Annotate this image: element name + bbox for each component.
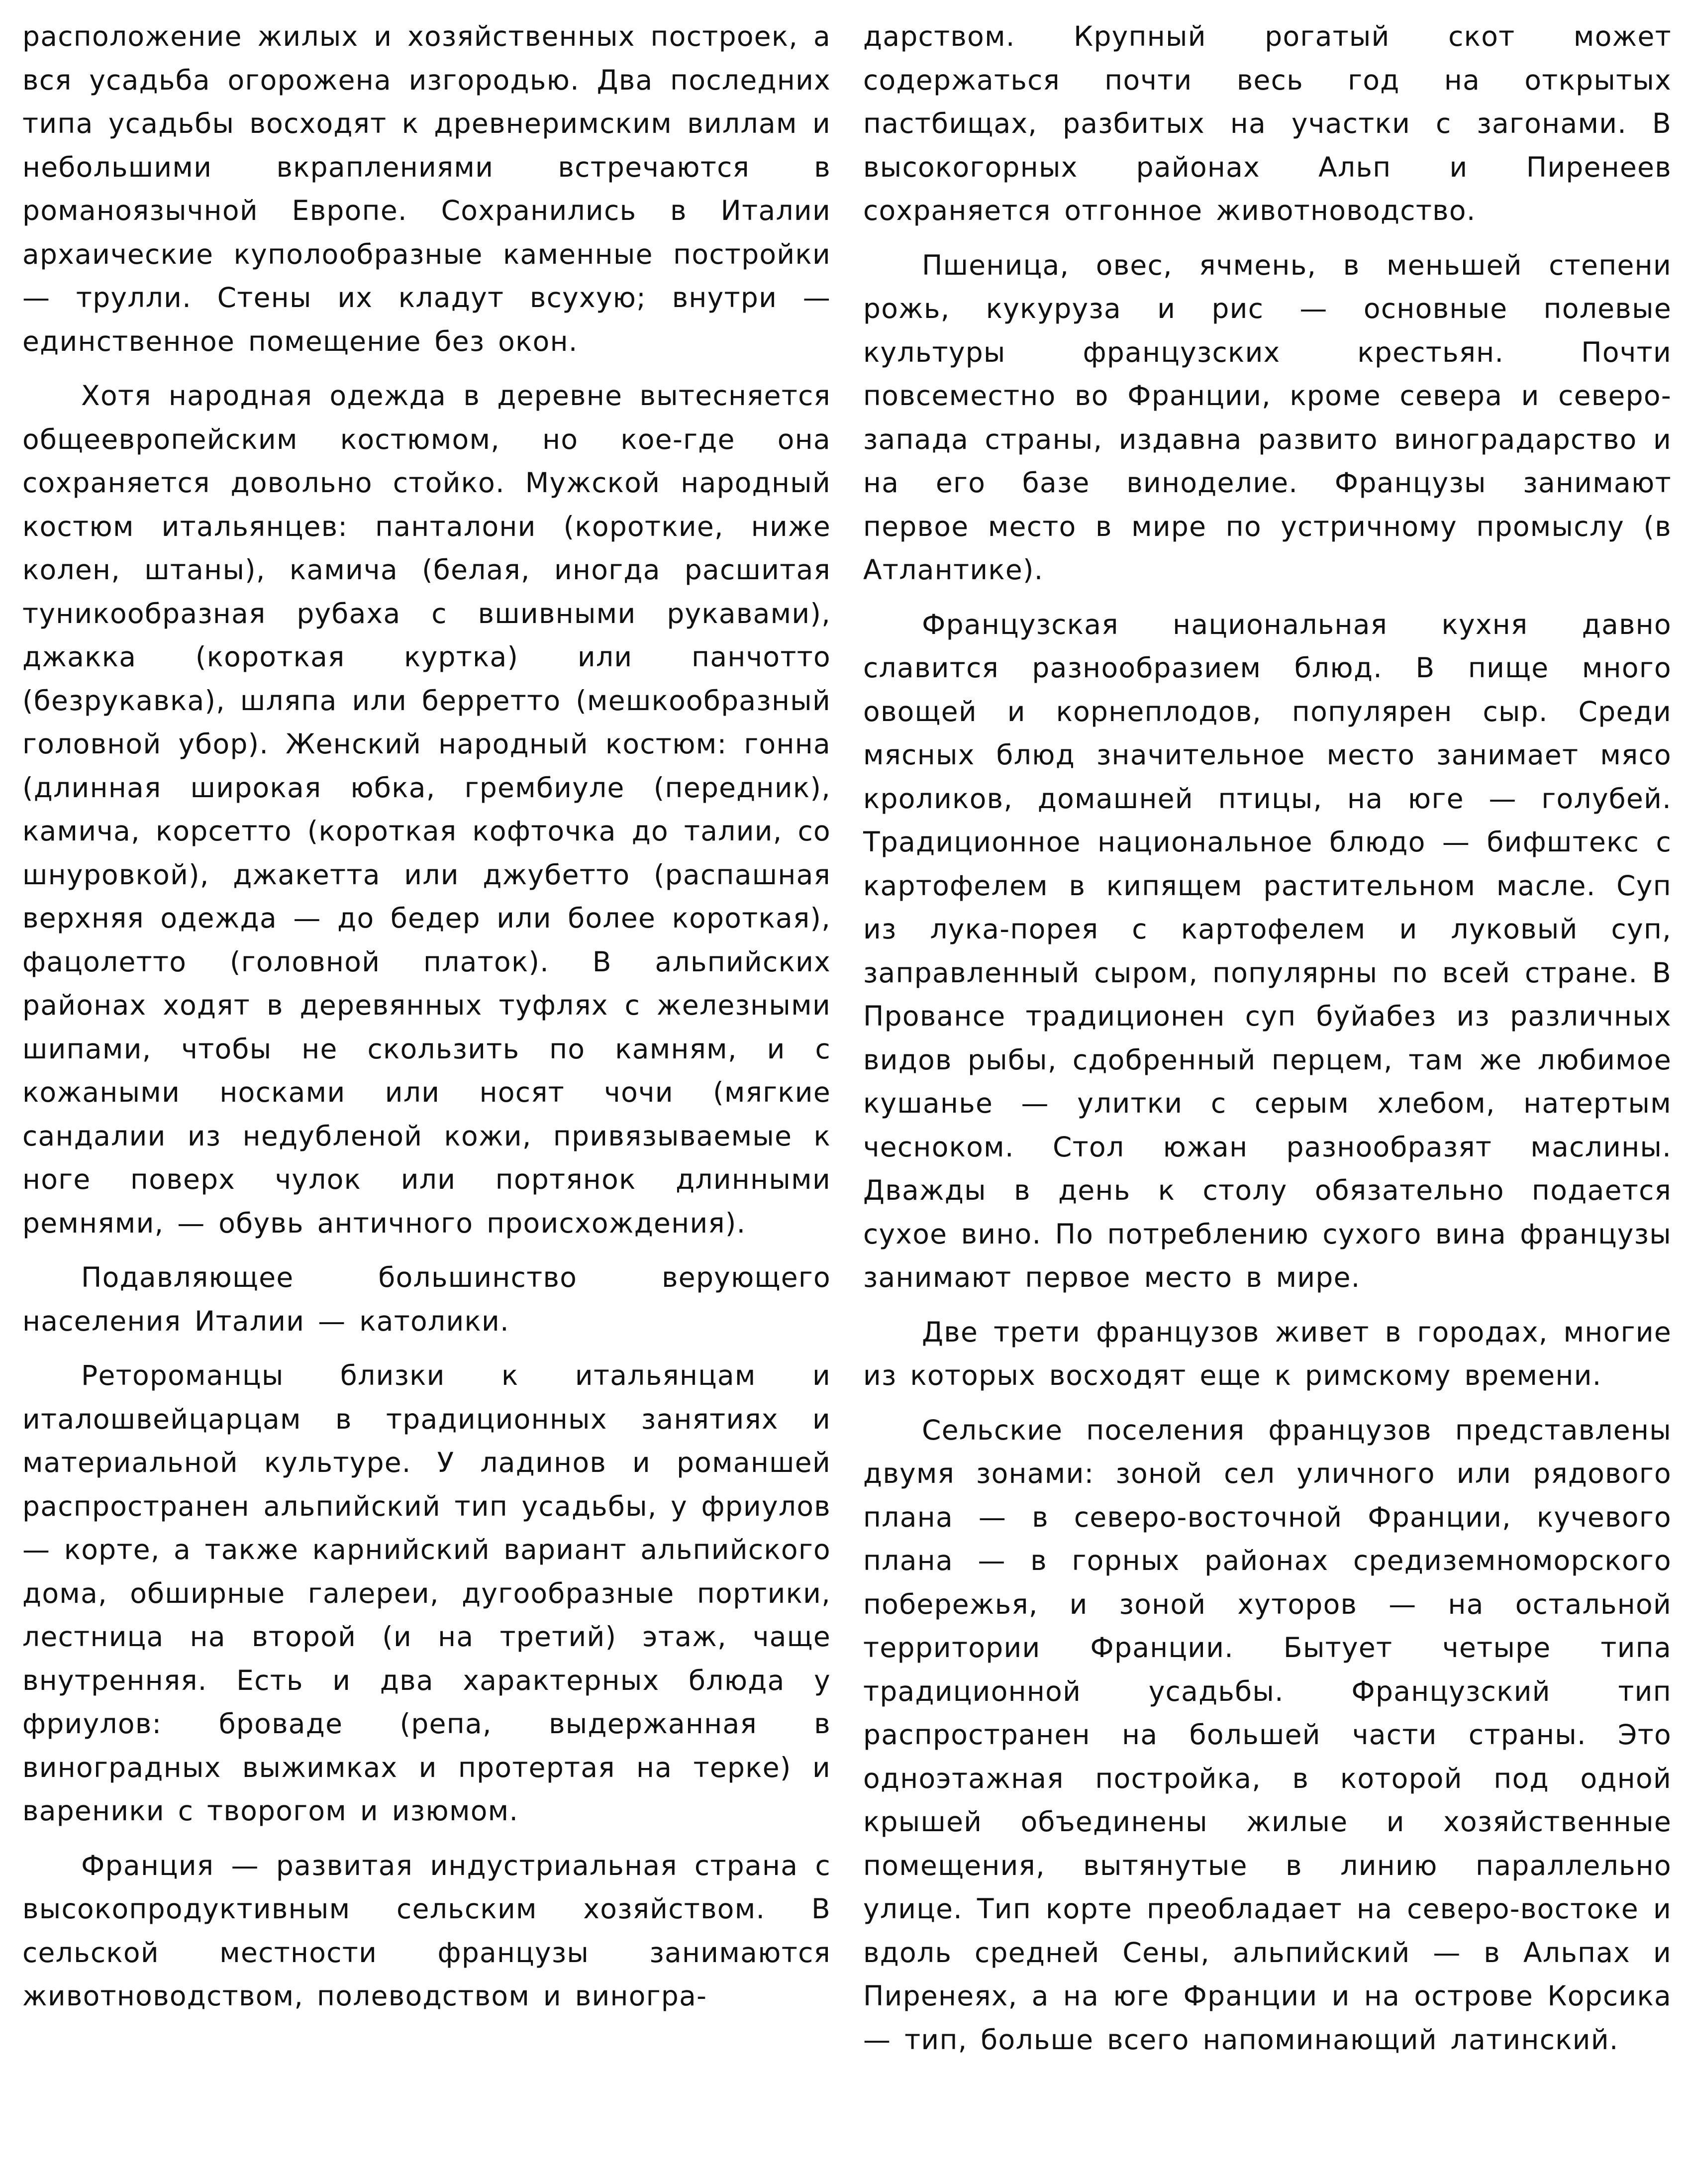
paragraph-italian-costume: Хотя народная одежда в деревне вытесняется общеевропейским костюмом, но кое-где она сохраняется довольно стойко. Мужской народный костюм итальянцев: панталони (короткие, ниже колен, штаны), камича (белая, иногда расшитая туникообразная рубаха с вшивными рукавами), джакка (короткая куртка) или панчотто (безрукавка), шляпа или берретто (мешкообразный головной убор). Женский народный костюм: гонна (длинная широкая юбка, грембиуле (передник), камича, корсетто (короткая кофточка до талии, со шнуровкой), джакетта или джубетто (распашная верхняя одежда — до бедер или более короткая), фацолетто (головной платок). В альпийских районах ходят в деревянных туфлях с железными шипами, чтобы не скользить по камням, и с кожаными носками или носят чочи (мягкие сандалии из недубленой кожи, привязываемые к ноге поверх чулок или портянок длинными ремнями, — обувь античного происхождения). [22,380,831,1239]
paragraph-italian-religion: Подавляющее большинство верующего населения Италии — католики. [22,1261,831,1337]
right-column [863,15,1672,2172]
paragraph-urban-population: Две трети французов живет в городах, многие из которых восходят еще к римскому времени. [863,1316,1672,1391]
paragraph-livestock: дарством. Крупный рогатый скот может содержаться почти весь год на открытых пастбищах, разбитых на участки с загонами. В высокогорных районах Альп и Пиренеев сохраняется отгонное животноводство. [863,20,1672,226]
paragraph-rural-settlements: Сельские поселения французов представлены двумя зонами: зоной сел уличного или рядового плана — в северо-восточной Франции, кучевого плана — в горных районах средиземноморского побережья, и зоной хуторов — на остальной территории Франции. Бытует четыре типа традиционной усадьбы. Французский тип распространен на большей части страны. Это одноэтажная постройка, в которой под одной крышей объединены жилые и хозяйственные помещения, вытянутые в линию параллельно улице. Тип корте преобладает на северо-востоке и вдоль средней Сены, альпийский — в Альпах и Пиренеях, а на юге Франции и на острове Корсика — тип, больше всего напоминающий латинский. [863,1414,1672,2056]
paragraph-retoromans: Ретороманцы близки к итальянцам и италошвейцарцам в традиционных занятиях и материальной культуре. У ладинов и романшей распространен альпийский тип усадьбы, у фриулов — корте, а также карнийский вариант альпийского дома, обширные галереи, дугообразные портики, лестница на второй (и на третий) этаж, чаще внутренняя. Есть и два характерных блюда у фриулов: броваде (репа, выдержанная в виноградных выжимках и протертая на терке) и вареники с творогом и изюмом. [22,1359,831,1827]
paragraph-house-types: расположение жилых и хозяйственных построек, а вся усадьба огорожена изгородью. Два последних типа усадьбы восходят к древнеримским виллам и небольшими вкраплениями встречаются в романоязычной Европе. Сохранились в Италии архаические куполообразные каменные постройки — трулли. Стены их кладут всухую; внутри — единственное помещение без окон. [22,20,831,357]
paragraph-field-crops: Пшеница, овес, ячмень, в меньшей степени рожь, кукуруза и рис — основные полевые культуры французских крестьян. Почти повсеместно во Франции, кроме севера и северо-запада страны, издавна развито виноградарство и на его базе виноделие. Французы занимают первое место в мире по устричному промыслу (в Атлантике). [863,249,1672,586]
paragraph-french-cuisine: Французская национальная кухня давно славится разнообразием блюд. В пище много овощей и корнеплодов, популярен сыр. Среди мясных блюд значительное место занимает мясо кроликов, домашней птицы, на юге — голубей. Традиционное национальное блюдо — бифштекс с картофелем в кипящем растительном масле. Суп из лука-порея с картофелем и луковый суп, заправленный сыром, популярны по всей стране. В Провансе традиционен суп буйабез из различных видов рыбы, сдобренный перцем, там же любимое кушанье — улитки с серым хлебом, натертым чесноком. Стол южан разнообразят маслины. Дважды в день к столу обязательно подается сухое вино. По потреблению сухого вина французы занимают первое место в мире. [863,608,1672,1293]
paragraph-france-agriculture: Франция — развитая индустриальная страна с высокопродуктивным сельским хозяйством. В сельской местности французы занимаются животноводством, полеводством и виногра- [22,1849,831,2012]
left-column [22,15,831,2172]
